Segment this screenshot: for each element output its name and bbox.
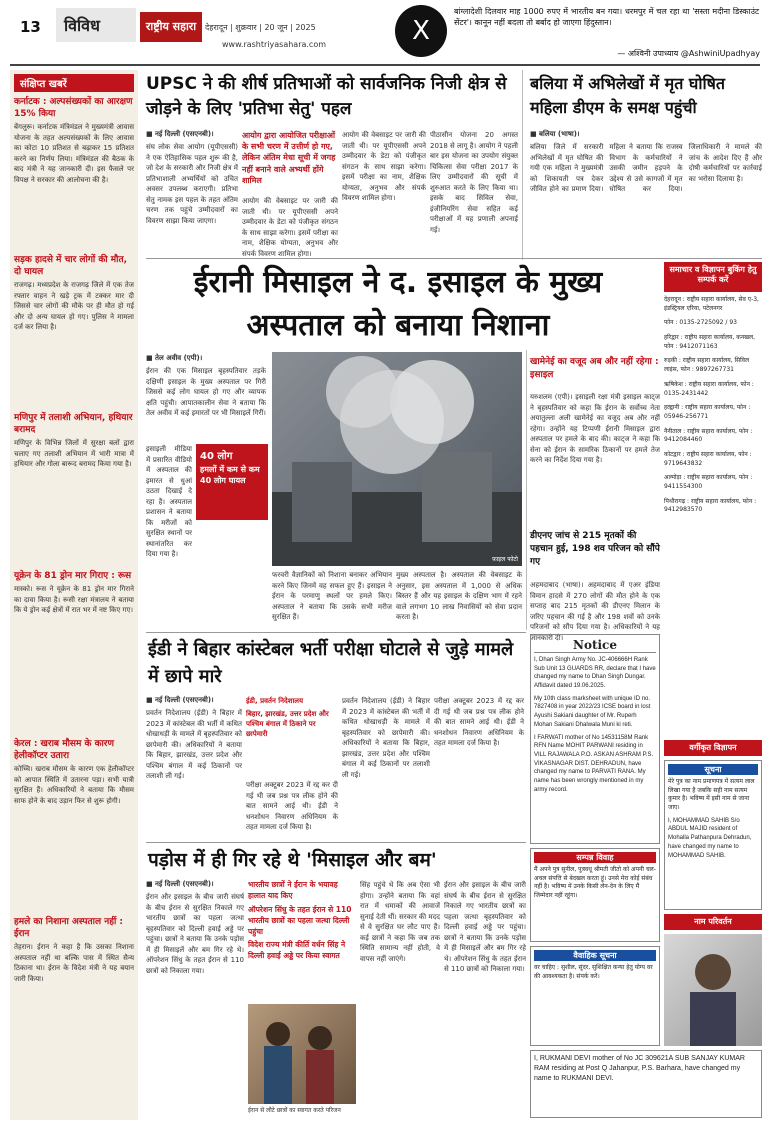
naam-header: नाम परिवर्तन [664,914,762,930]
padosi-photo-caption: ईरान से लौटे छात्रों का स्वागत करते परिजन [248,1107,341,1114]
people-image [248,1004,356,1104]
masthead-date: देहरादून | शुक्रवार | 20 जून | 2025 [205,23,316,32]
column-divider [526,350,527,630]
sidebar-item-title: यूक्रेन के 81 ड्रोन मार गिराए : रूस [14,571,132,581]
suchna-body: मेरे पुत्र का नाम प्रमाणपत्र में सत्यम लाल लिखा गया है जबकि सही नाम सत्यम कुमार है। भविष्य में इसी नाम से जाना जाए। [668,778,755,812]
x-logo-glyph: X [412,16,430,46]
column-divider [522,70,523,260]
sidebar-item-title: केरल : खराब मौसम के कारण हेलीकॉप्टर उतारा [14,739,114,762]
contact-item: अल्मोड़ा : राष्ट्रीय सहारा कार्यालय, फोन : 9411554300 [664,474,753,490]
classified-header: वर्गीकृत विज्ञापन [664,740,762,756]
iran-dateline: ■ तेल अवीव (एपी)। [146,354,203,362]
sidebar-item-title: हमले का निशाना अस्पताल नहीं : ईरान [14,917,124,940]
ad-photo [664,934,762,1046]
iran-headline: ईरानी मिसाइल ने द. इसाइल के मुख्य अस्पताल को बनाया निशाना [193,265,603,343]
header-rule [10,64,760,66]
website: www.rashtriyasahara.com [222,40,327,49]
contact-item: कोटद्वार : राष्ट्रीय सहारा कार्यालय, फोन : 9719643832 [664,450,752,467]
name-change-ad: I, RUKMANI DEVI mother of No JC 309621A SUB SANJAY KUMAR RAM residing at Post Q Jahanpur, P.S. Barhara, have changed my name to RUKMANI DEVI. [534,1055,745,1083]
padosi-col3: सिंह पहुंचे थे कि अब ऐसा भी होगा। उन्होंने बताया कि वहां रात में धमाकों की आवाजें सुनाई देती थीं। सरकार की मदद से वे सुरक्षित घर लौट पाए हैं। कई छात्रों ने कहा कि जब तक स्थिति सामान्य नहीं होती, वे वापस नहीं जाएंगे। [360,881,440,963]
ed-dateline: ■ नई दिल्ली (एसएनबी)। [146,696,214,704]
ed-headline: ईडी ने बिहार कांस्टेबल भर्ती परीक्षा घोटाले से जुड़े मामले में छापे मारे [148,639,514,687]
upsc-highlight: आयोग द्वारा आयोजित परीक्षाओं के सभी चरण में उत्तीर्ण हो गए, लेकिन अंतिम मेधा सूची में जगह नहीं बनाने वाले अभ्यर्थी होंगे शामिल [242,131,336,185]
upsc-col1: संघ लोक सेवा आयोग (यूपीएससी) ने एक ऐतिहासिक पहल शुरू की है, जो देश के सरकारी और निजी क्षेत्र में प्रतिभाशाली अभ्यर्थियों को उचित अवसर उपलब्ध कराएगी। प्रतिभा सेतु नामक इस पहल के तहत अंतिम चरण तक पहुंचे उम्मीदवारों का विवरण साझा किया जाएगा। [146,143,238,225]
ed-col4: परीक्षा अक्टूबर 2023 में रद्द कर दी गई थी जब प्रश्न पत्र लीक होने की बात सामने आई थी। ईडी ने धनशोधन निवारण अधिनियम के तहत मामला दर्ज किया है। [434,697,524,747]
sidebar-item-title: सड़क हादसे में चार लोगों की मौत, दो घायल [14,255,128,278]
iran-photo [272,352,522,566]
contact-item: फोन : 0135-2725092 / 93 [664,319,737,327]
ed-bullets [246,696,338,776]
contact-item: हरिद्वार : राष्ट्रीय सहारा कार्यालय, कनखल, फोन : 9412071163 [664,334,756,350]
name-change-ad: I, MOHAMMAD SAHIB S/o ABDUL MAJID resident of Mohalla Pathanpura Dehradun, have changed my name to MOHAMMAD SAHIB. [668,817,752,859]
vaivahik-header: वैवाहिक सूचना [534,950,656,961]
iran-body1: ईरान की एक मिसाइल बृहस्पतिवार तड़के दक्षिणी इसाइल के मुख्य अस्पताल पर गिरी जिससे कई लोग घायल हो गए और व्यापक क्षति पहुंची। आपातकालीन सेवा ने बताया कि तेल अवीव में कई इमारतों पर भी मिसाइलें गिरीं। [146,367,266,417]
padosi-photo [248,1004,356,1104]
ed-body: प्रवर्तन निदेशालय (ईडी) ने बिहार में 2023 में कांस्टेबल की भर्ती में कथित धोखाधड़ी के मामले में बृहस्पतिवार को छापेमारी की। अधिकारियों ने बताया कि बिहार, झारखंड, उत्तर प्रदेश और पश्चिम बंगाल में कई ठिकानों पर तलाशी ली गई। [146,709,242,780]
upsc-col3: आयोग की वेबसाइट पर जारी की जाती थी। पर यूपीएससी अपने उम्मीदवार के डेटा को पंजीकृत संगठन के साथ साझा करेगा। इसमें परीक्षा का नाम, शैक्षिक योग्यता, अनुभव और संपर्क विवरण शामिल होगा। [342,131,426,202]
iran-quote [196,444,268,520]
dna-headline: डीएनए जांच से 215 मृतकों की पहचान हुई, 198 शव परिजन को सौंपे गए [530,531,660,568]
notice-item: My 10th class marksheet with unique ID no. 7827408 in year 2022/23 ICSE board in lost Ayushi Sakiani daughter of Mr. Ruperh Mohan Sakiani Dhalwala Muni ki reti. [534,695,651,728]
ads-contacts [664,296,762,736]
sidebar-item-body: मास्को। रूस ने यूक्रेन के 81 ड्रोन मार गिराने का दावा किया है। रूसी रक्षा मंत्रालय ने बताया कि ये ड्रोन कई क्षेत्रों में रात भर में नष्ट किए गए। [14,585,134,615]
tweet-author: — अश्विनी उपाध्याय @AshwiniUpadhyay [617,49,760,58]
contact-item: रुड़की : राष्ट्रीय सहारा कार्यालय, सिविल लाइंस, फोन : 9897267731 [664,357,750,374]
padosi-dateline: ■ नई दिल्ली (एसएनबी)। [146,880,214,888]
iran-quote-text: हमलों में कम से कम 40 लोग घायल [200,465,260,486]
suchna-header: सूचना [668,764,758,775]
padosi-bullet: भारतीय छात्रों ने ईरान के भयावह हालात याद किए [248,880,338,900]
padosi-headline: पड़ोस में ही गिर रहे थे 'मिसाइल और बम' [148,849,437,871]
notice-item: I FARWATI mother of No 14531158M Rank RFN Name MOHIT PARWANI residing in VILL RAJAWALA P.O. ASKAN ASHRAM P.S. VIKASNAGAR DIST. DEHRADUN, have changed my name to PARVATI RANA. My name has been wrongly mentioned in my army record. [534,734,654,793]
section-label: विविध [56,8,136,42]
khamenei-body: यरुशलम (एपी)। इसाइली रक्षा मंत्री इसाइल काट्ज ने बृहस्पतिवार को कहा कि ईरान के सर्वोच्च नेता अयातुल्ला अली खामेनेई का वजूद अब और नहीं रहेगा। उन्होंने यह टिप्पणी ईरानी मिसाइल द्वारा अस्पताल पर हमले के बाद की। काट्ज ने कहा कि सेना को ईरान के सामरिक ठिकानों पर हमले तेज करने का निर्देश दिया गया है। [530,393,660,464]
vichar-header: सम्पन्न विवाह [534,852,656,863]
padosi-bullet: ऑपरेशन सिंधु के तहत ईरान से 110 भारतीय छात्रों का पहला जत्था दिल्ली पहुंचा [248,904,352,936]
naam-box [530,1050,762,1118]
padosi-col4: ईरान और इसाइल के बीच जारी संघर्ष के बीच ईरान से सुरक्षित निकाले गए भारतीय छात्रों का पहला जत्था बृहस्पतिवार को दिल्ली हवाई अड्डे पर पहुंचा। छात्रों ने बताया कि उनके पड़ोस में ही मिसाइलें और बम गिर रहे थे। ऑपरेशन सिंधु के तहत ईरान से 110 छात्रों को निकाला गया। [444,881,526,973]
sidebar-item-body: मणिपुर के विभिन्न जिलों में सुरक्षा बलों द्वारा चलाए गए तलाशी अभियान में भारी मात्रा में हथियार और गोला बारूद बरामद किया गया है। [14,439,134,469]
notice-title: Notice [534,638,656,653]
sidebar-item [14,412,134,562]
person-image [664,934,762,1046]
dna-body: अहमदाबाद (भाषा)। अहमदाबाद में एअर इंडिया विमान हादसे में 270 लोगों की मौत होने के एक सप्ताह बाद 215 मृतकों की डीएनए मिलान के जरिए पहचान की गई है और 198 शवों को उनके परिजनों को सौंप दिया गया है। अधिकारियों ने यह जानकारी दी। [530,581,660,642]
ads-header: समाचार व विज्ञापन बुकिंग हेतु सम्पर्क करें [664,262,762,292]
sidebar-item [14,254,134,404]
section-rule [146,632,526,633]
upsc-col2: आयोग की वेबसाइट पर जारी की जाती थी। पर यूपीएससी अपने उम्मीदवार के डेटा को पंजीकृत संगठन के साथ साझा करेगा। इसमें परीक्षा का नाम, शैक्षिक योग्यता, अनुभव और संपर्क विवरण शामिल होगा। [242,197,338,258]
ballia-body: बलिया जिले में सरकारी अभिलेखों में मृत घोषित की गयी एक महिला ने मुख्यमंत्री को शिकायती पत्र देकर जीवित होने का प्रमाण दिया। महिला ने बताया कि राजस्व विभाग के कर्मचारियों ने उसकी जमीन हड़पने के उद्देश्य से उसे कागजों में मृत घोषित कर दिया। जिलाधिकारी ने मामले की जांच के आदेश दिए हैं और दोषी कर्मचारियों पर कार्रवाई का भरोसा दिलाया है। [530,143,762,193]
page-number: 13 [20,18,41,36]
iran-quote-number: 40 लोग [200,451,233,462]
sidebar-item-title: मणिपुर में तलाशी अभियान, हथियार बरामद [14,413,133,436]
iran-body2: इसाइली मीडिया में प्रसारित वीडियो में अस्पताल की इमारत से धुआं उठता दिखाई दे रहा है। अस्पताल प्रशासन ने बताया कि मरीजों को सुरक्षित स्थानों पर स्थानांतरित कर दिया गया है। [146,445,192,558]
ed-bullet: बिहार, झारखंड, उत्तर प्रदेश और पश्चिम बंगाल में ठिकाने पर छापेमारी [246,710,329,739]
vichar-body: मैं अपने पुत्र सुनील, पुत्रवधू श्रीमती जीतो को अपनी चल-अचल संपत्ति से बेदखल करता हूं। उनसे मेरा कोई संबंध नहीं है। भविष्य में उनके किसी लेन-देन के लिए मैं जिम्मेदार नहीं रहूंगा। [534,866,656,900]
contact-item: ऋषिकेश : राष्ट्रीय सहारा कार्यालय, फोन : 0135-2431442 [664,380,754,397]
sidebar-item-body: तेहरान। ईरान ने कहा है कि उसका निशाना अस्पताल नहीं था बल्कि पास में स्थित सैन्य ठिकाना था। ईरान के विदेश मंत्री ने यह बयान जारी किया। [14,943,134,983]
ed-bullet: ईडी, प्रवर्तन निदेशालय [246,697,304,705]
upsc-col4: पीठासीन योजना 20 अगस्त 2018 से लागू है। आयोग ने पहली बार इस योजना का उपयोग संयुक्त चिकित्सा सेवा परीक्षा 2017 के लिए उम्मीदवारों की सूची में शुरुआत करते के लिए किया था। इसके बाद सिविल सेवा, इंजीनियरिंग सेवा सहित कई परीक्षाओं में यह प्रणाली अपनाई गई। [430,131,518,234]
contact-item: पिथौरागढ़ : राष्ट्रीय सहारा कार्यालय, फोन : 9412983570 [664,497,757,514]
section-rule [146,842,526,843]
sidebar-item [14,96,134,246]
sidebar-item [14,916,134,1086]
masthead-brand: राष्ट्रीय सहारा [140,12,202,42]
upsc-dateline: ■ नई दिल्ली (एसएनबी)। [146,130,214,138]
vichar-box [530,848,660,942]
contact-item: हल्द्वानी : राष्ट्रीय सहारा कार्यालय, फोन : 05946-256771 [664,404,751,420]
sidebar-item-body: बेंगलुरू। कर्नाटक मंत्रिमंडल ने मुख्यमंत्री आवास योजना के तहत अल्पसंख्यकों के लिए आवास का कोटा 10 प्रतिशत से बढ़ाकर 15 प्रतिशत करने का निर्णय लिया। मंत्रिमंडल की बैठक के बाद मंत्री ने यह जानकारी दी। इस फैसले पर विपक्ष ने सरकार की आलोचना की है। [14,123,134,184]
iran-col3: फरवरी वैज्ञानिकों को निशाना बनाकर अभियान करने किए जिनमें वह सफल हुए हैं। इसाइल ने ईरान के परमाणु स्थलों पर हमले किए। अस्पताल ने बताया कि उसके सभी मरीज सुरक्षित हैं। [272,571,392,621]
vaivahik-body: वर चाहिए : सुशील, सुंदर, सुशिक्षित कन्या हेतु योग्य वर की आवश्यकता है। संपर्क करें। [534,964,653,980]
ed-body2: परीक्षा अक्टूबर 2023 में रद्द कर दी गई थी जब प्रश्न पत्र लीक होने की बात सामने आई थी। ईडी ने धनशोधन निवारण अधिनियम के तहत मामला दर्ज किया है। [246,781,338,831]
sidebar-item-body: कोच्चि। खराब मौसम के कारण एक हेलीकॉप्टर को आपात स्थिति में उतारना पड़ा। सभी यात्री सुरक्षित हैं। अधिकारियों ने बताया कि मौसम साफ होने के बाद उड़ान फिर से शुरू होगी। [14,765,134,805]
sidebar-item [14,570,134,730]
sidebar-label: संक्षिप्त खबरें [14,74,134,92]
padosi-bullets [248,880,356,1000]
padosi-bullet: विदेश राज्य मंत्री कीर्ति वर्धन सिंह ने दिल्ली हवाई अड्डे पर किया स्वागत [248,940,346,961]
vaivahik-box [530,946,660,1046]
notice-item: I, Dhan Singh Army No. JC-406666H Rank Sub Unit 13 GUARDS RR, declare that I have changed my name to Dhan Singh Dungar. Affidavit dated 19.06.2025. [534,657,656,690]
smoke-image [272,352,522,566]
contact-item: नैनीताल : राष्ट्रीय सहारा कार्यालय, फोन : 9412084460 [664,427,753,444]
iran-col4: मुख्य अस्पताल है। अस्पताल की वेबसाइट के अनुसार, इस अस्पताल में 1,000 से अधिक बिस्तर हैं और यह इसाइल के दक्षिण भाग में रहने वाले लगभग 10 लाख निवासियों को सेवा प्रदान करता है। [396,571,522,621]
sidebar-item [14,738,134,908]
ballia-headline: बलिया में अभिलेखों में मृत घोषित महिला डीएम के समक्ष पहुंची [530,74,726,117]
sidebar-item-body: राजगढ़। मध्यप्रदेश के राजगढ़ जिले में एक तेज रफ्तार वाहन ने खड़े ट्रक में टक्कर मार दी जिससे चार लोगों की मौके पर ही मौत हो गई और दो अन्य घायल हो गए। पुलिस ने मामला दर्ज कर लिया है। [14,281,134,332]
x-logo [395,5,447,57]
upsc-headline: UPSC ने की शीर्ष प्रतिभाओं को सार्वजनिक निजी क्षेत्र से जोड़ने के लिए 'प्रतिभा सेतु' पहल [146,74,507,119]
contact-item: देहरादून : राष्ट्रीय सहारा कार्यालय, सेव ए-3, इंडस्ट्रियल एरिया, पटेलनगर [664,296,759,312]
notice-box [530,634,660,844]
sidebar-item-title: कर्नाटक : अल्पसंख्यकों का आरक्षण 15% किया [14,97,133,120]
ed-col3: प्रवर्तन निदेशालय (ईडी) ने बिहार में 2023 में कांस्टेबल की भर्ती में कथित धोखाधड़ी के मामले में बृहस्पतिवार को छापेमारी की। अधिकारियों ने बताया कि बिहार, झारखंड, उत्तर प्रदेश और पश्चिम बंगाल में कई ठिकानों पर तलाशी ली गई। [342,697,430,779]
photo-caption: फ़ाइल फोटो [492,556,518,563]
tweet-text: बांग्लादेशी दिलवार माह 1000 रुपए में भारतीय बन गया। धरमपुर में चल रहा था 'सस्ता मदीना डिस्काउंट सेंटर'। कानून नहीं बदला तो बर्बाद हो जाएगा हिंदुस्तान। [454,7,759,28]
sidebar-list [14,96,134,1116]
section-rule [146,258,762,259]
suchna-box [664,760,762,910]
padosi-body: ईरान और इसाइल के बीच जारी संघर्ष के बीच ईरान से सुरक्षित निकाले गए भारतीय छात्रों का पहला जत्था बृहस्पतिवार को दिल्ली हवाई अड्डे पर पहुंचा। छात्रों ने बताया कि उनके पड़ोस में ही मिसाइलें और बम गिर रहे थे। ऑपरेशन सिंधु के तहत ईरान से 110 छात्रों को निकाला गया। [146,893,244,975]
khamenei-headline: खामेनेई का वजूद अब और नहीं रहेगा : इसाइल [530,357,659,381]
ballia-dateline: ■ बलिया (भाषा)। [530,130,580,138]
